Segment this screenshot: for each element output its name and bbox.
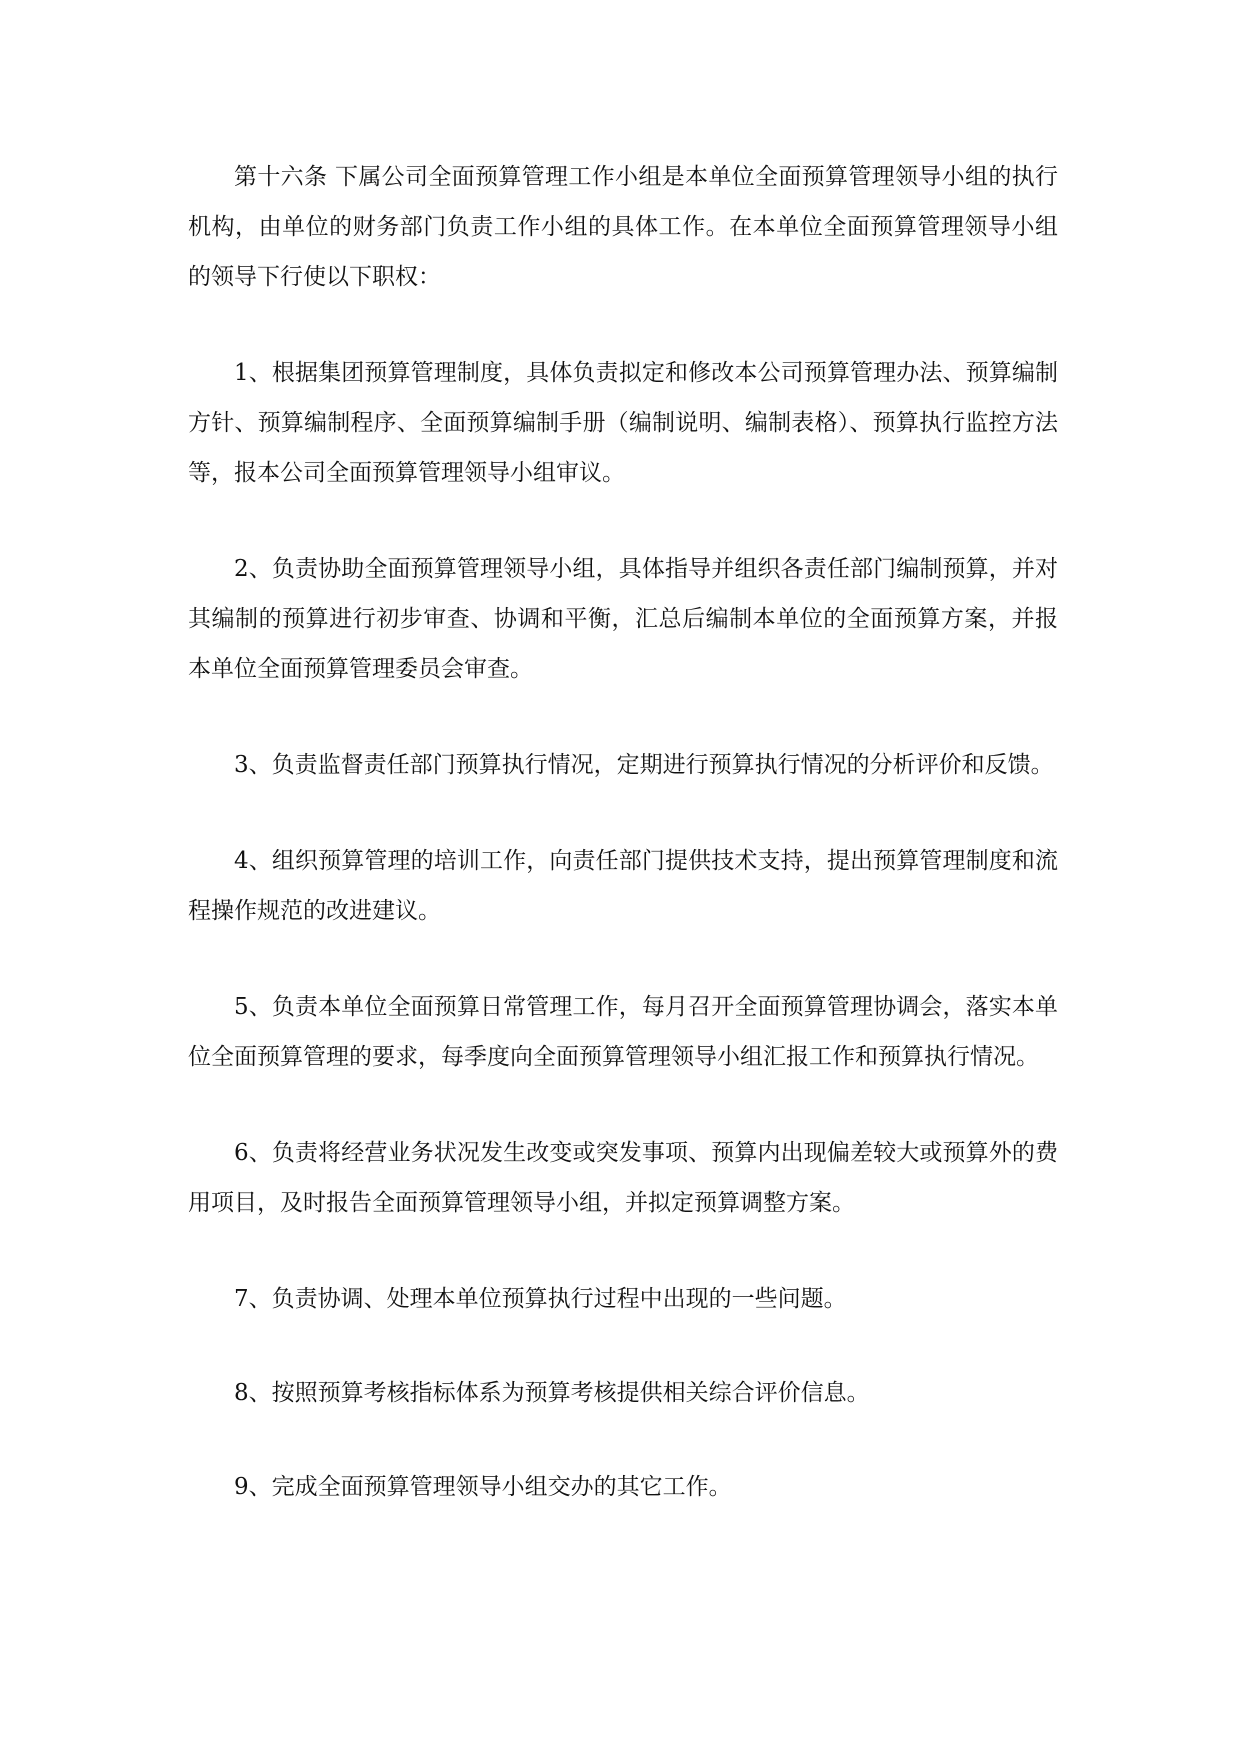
duty-item-8: 8、按照预算考核指标体系为预算考核提供相关综合评价信息。 <box>234 1380 870 1406</box>
duty-item-3: 3、负责监督责任部门预算执行情况，定期进行预算执行情况的分析评价和反馈。 <box>234 752 1054 778</box>
duty-item-2: 2、负责协助全面预算管理领导小组，具体指导并组织各责任部门编制预算，并对其编制的预算进行初步审查、协调和平衡，汇总后编制本单位的全面预算方案，并报本单位全面预算管理委员会审查。 <box>188 556 1058 682</box>
article-16-intro: 第十六条 下属公司全面预算管理工作小组是本单位全面预算管理领导小组的执行机构，由单位的财务部门负责工作小组的具体工作。在本单位全面预算管理领导小组的领导下行使以下职权： <box>188 164 1058 290</box>
document-body <box>188 152 1058 1556</box>
duty-item-6: 6、负责将经营业务状况发生改变或突发事项、预算内出现偏差较大或预算外的费用项目，及时报告全面预算管理领导小组，并拟定预算调整方案。 <box>188 1140 1058 1216</box>
duty-item-7: 7、负责协调、处理本单位预算执行过程中出现的一些问题。 <box>234 1286 847 1312</box>
duty-item-5: 5、负责本单位全面预算日常管理工作，每月召开全面预算管理协调会，落实本单位全面预算管理的要求，每季度向全面预算管理领导小组汇报工作和预算执行情况。 <box>188 994 1058 1070</box>
duty-item-1: 1、根据集团预算管理制度，具体负责拟定和修改本公司预算管理办法、预算编制方针、预算编制程序、全面预算编制手册（编制说明、编制表格）、预算执行监控方法等，报本公司全面预算管理领导小组审议。 <box>188 360 1058 486</box>
duty-item-9: 9、完成全面预算管理领导小组交办的其它工作。 <box>234 1474 732 1500</box>
duty-item-4: 4、组织预算管理的培训工作，向责任部门提供技术支持，提出预算管理制度和流程操作规范的改进建议。 <box>188 848 1058 924</box>
